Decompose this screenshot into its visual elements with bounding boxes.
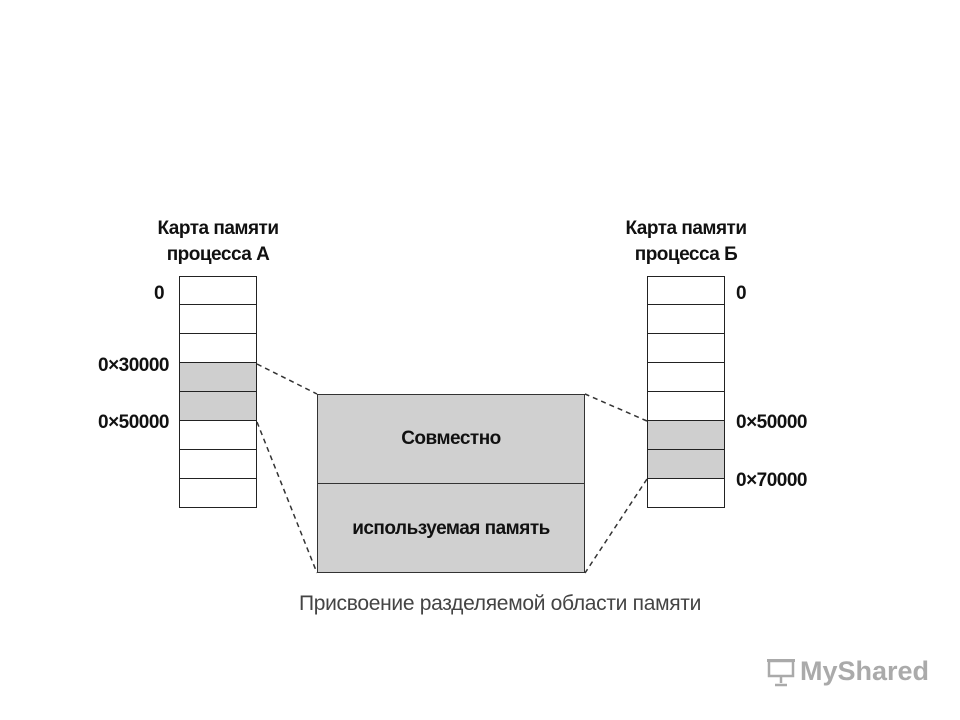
mapping-line: [257, 364, 317, 394]
process-a-address-0: 0: [154, 283, 165, 304]
shared-region-label-line1: Совместно: [318, 395, 584, 484]
figure-caption: Присвоение разделяемой области памяти: [298, 592, 702, 615]
process-b-title-line1: Карта памяти: [625, 218, 747, 239]
process-b-address-0: 0: [736, 283, 747, 304]
mapping-line: [585, 479, 647, 573]
process-b-title-line2: процесса Б: [634, 244, 738, 265]
watermark-text: MyShared: [800, 656, 930, 686]
process-a-address-1: 0×30000: [98, 355, 169, 376]
watermark: [766, 656, 929, 687]
process-b-address-2: 0×70000: [736, 470, 807, 491]
mapping-line: [257, 422, 317, 573]
process-b-address-1: 0×50000: [736, 412, 807, 433]
shared-memory-region: [317, 394, 585, 573]
mapping-line: [585, 394, 647, 421]
shared-region-label-line2: используемая память: [352, 517, 550, 539]
presentation-board-icon: [766, 657, 796, 687]
process-a-address-2: 0×50000: [98, 412, 169, 433]
process-a-title-line2: процесса А: [166, 244, 270, 265]
process-a-title-line1: Карта памяти: [157, 218, 279, 239]
